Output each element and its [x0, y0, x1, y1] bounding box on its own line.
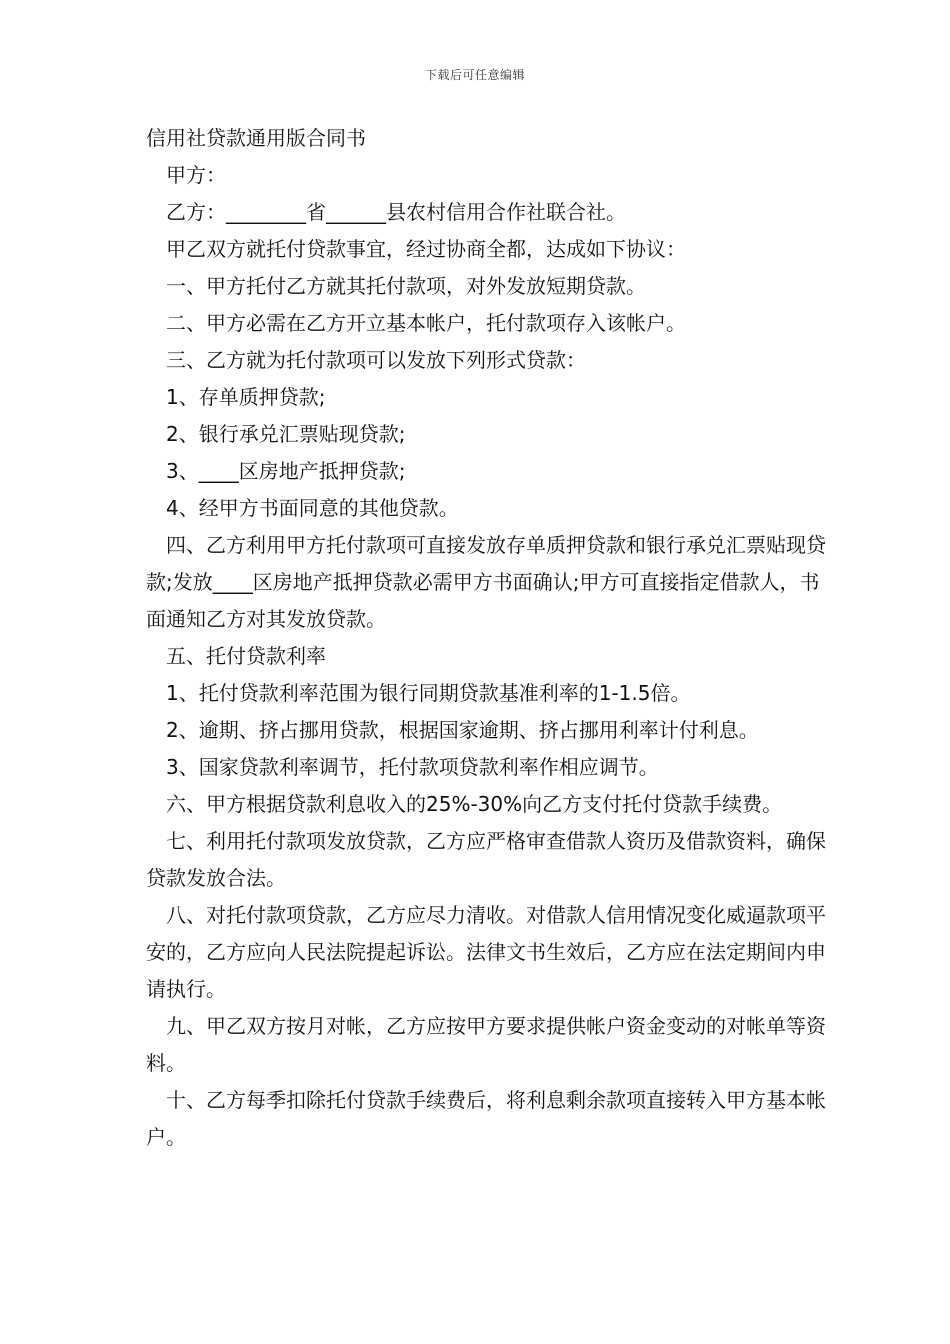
preamble-paragraph: 甲乙双方就托付贷款事宜，经过协商全都，达成如下协议：	[166, 237, 686, 261]
clause-3-item-3: 3、____区房地产抵押贷款;	[166, 459, 406, 483]
clause-2: 二、甲方必需在乙方开立基本帐户，托付款项存入该帐户。	[166, 311, 686, 335]
clause-10: 十、乙方每季扣除托付贷款手续费后，将利息剩余款项直接转入甲方基本帐户。	[146, 1088, 826, 1149]
clause-5: 五、托付贷款利率	[166, 644, 326, 668]
clause-5-item-2: 2、逾期、挤占挪用贷款，根据国家逾期、挤占挪用利率计付利息。	[166, 718, 759, 742]
clause-7: 七、利用托付款项发放贷款，乙方应严格审查借款人资历及借款资料，确保贷款发放合法。	[146, 829, 826, 890]
clause-3-item-4: 4、经甲方书面同意的其他贷款。	[166, 496, 459, 520]
clause-5-item-1: 1、托付贷款利率范围为银行同期贷款基准利率的1-1.5倍。	[166, 681, 691, 705]
clause-9: 九、甲乙双方按月对帐，乙方应按甲方要求提供帐户资金变动的对帐单等资料。	[146, 1014, 826, 1075]
clause-6: 六、甲方根据贷款利息收入的25%-30%向乙方支付托付贷款手续费。	[166, 792, 783, 816]
party-a-line: 甲方：	[166, 163, 226, 187]
clause-5-item-3: 3、国家贷款利率调节，托付款项贷款利率作相应调节。	[166, 755, 659, 779]
page-header-note: 下载后可任意编辑	[424, 68, 525, 82]
document-title: 信用社贷款通用版合同书	[146, 126, 366, 150]
party-b-line: 乙方：________省______县农村信用合作社联合社。	[166, 200, 626, 224]
clause-8: 八、对托付款项贷款，乙方应尽力清收。对借款人信用情况变化威逼款项平安的，乙方应向人民法院提起诉讼。法律文书生效后，乙方应在法定期间内申请执行。	[146, 903, 826, 1001]
document-body	[146, 120, 826, 1156]
clause-3: 三、乙方就为托付款项可以发放下列形式贷款：	[166, 348, 586, 372]
clause-3-item-2: 2、银行承兑汇票贴现贷款;	[166, 422, 406, 446]
clause-1: 一、甲方托付乙方就其托付款项，对外发放短期贷款。	[166, 274, 646, 298]
clause-4: 四、乙方利用甲方托付款项可直接发放存单质押贷款和银行承兑汇票贴现贷款;发放____区房地产抵押贷款必需甲方书面确认;甲方可直接指定借款人，书面通知乙方对其发放贷款。	[146, 533, 826, 631]
clause-3-item-1: 1、存单质押贷款;	[166, 385, 326, 409]
